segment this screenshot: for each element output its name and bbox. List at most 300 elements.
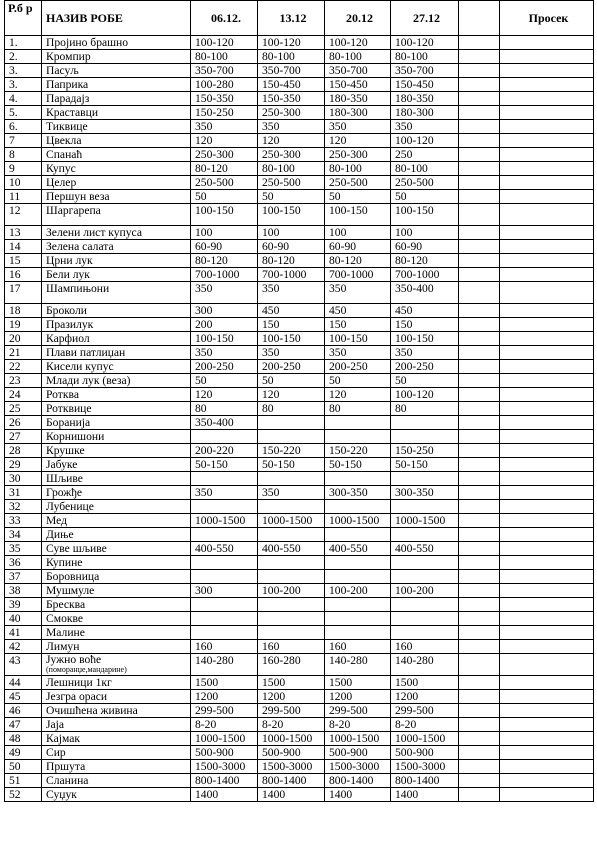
average-cell	[500, 106, 594, 120]
empty-cell	[459, 612, 500, 626]
empty-cell	[459, 402, 500, 416]
price-cell	[391, 570, 459, 584]
product-name: Паприка	[42, 78, 191, 92]
price-cell: 100-150	[258, 332, 325, 346]
product-name: Шаргарепа	[42, 204, 191, 226]
product-name: Лимун	[42, 640, 191, 654]
product-name: Шљиве	[42, 472, 191, 486]
price-cell: 120	[191, 388, 258, 402]
price-cell: 180-300	[325, 106, 391, 120]
average-cell	[500, 570, 594, 584]
empty-cell	[459, 318, 500, 332]
empty-cell	[459, 416, 500, 430]
price-cell: 50	[325, 374, 391, 388]
row-number: 17	[5, 282, 42, 304]
average-cell	[500, 704, 594, 718]
product-name: Ротква	[42, 388, 191, 402]
price-cell: 80-100	[191, 50, 258, 64]
row-number: 42	[5, 640, 42, 654]
price-cell: 80-100	[258, 50, 325, 64]
row-number: 22	[5, 360, 42, 374]
price-cell	[191, 612, 258, 626]
row-number: 12	[5, 204, 42, 226]
product-name: Шампињони	[42, 282, 191, 304]
price-cell: 100	[258, 226, 325, 240]
price-cell: 80-120	[391, 254, 459, 268]
price-cell	[391, 416, 459, 430]
row-number: 19	[5, 318, 42, 332]
average-cell	[500, 444, 594, 458]
price-cell: 450	[325, 304, 391, 318]
table-row	[5, 472, 594, 486]
price-cell: 150	[391, 318, 459, 332]
price-cell: 700-1000	[391, 268, 459, 282]
empty-cell	[459, 162, 500, 176]
price-cell: 100	[191, 226, 258, 240]
average-cell	[500, 788, 594, 802]
average-cell	[500, 654, 594, 676]
table-row	[5, 640, 594, 654]
table-row	[5, 106, 594, 120]
table-row	[5, 92, 594, 106]
row-number: 10	[5, 176, 42, 190]
price-cell	[258, 626, 325, 640]
price-cell: 1400	[325, 788, 391, 802]
price-cell: 299-500	[191, 704, 258, 718]
price-cell: 250-500	[391, 176, 459, 190]
price-cell	[391, 626, 459, 640]
empty-cell	[459, 500, 500, 514]
price-cell: 100-200	[391, 584, 459, 598]
header-number: Р.б р	[5, 1, 42, 36]
table-row	[5, 254, 594, 268]
price-cell: 50	[258, 374, 325, 388]
product-name: Тиквице	[42, 120, 191, 134]
price-cell	[258, 528, 325, 542]
price-cell: 100-120	[325, 36, 391, 50]
table-row	[5, 676, 594, 690]
header-date-1: 06.12.	[191, 1, 258, 36]
table-row	[5, 514, 594, 528]
row-number: 4.	[5, 92, 42, 106]
price-cell: 50-150	[391, 458, 459, 472]
row-number: 20	[5, 332, 42, 346]
price-cell	[391, 430, 459, 444]
price-cell: 100	[325, 226, 391, 240]
header-average: Просек	[500, 1, 594, 36]
table-row	[5, 176, 594, 190]
product-name-note: (поморанџе,мандарине)	[46, 665, 127, 674]
price-cell: 1200	[391, 690, 459, 704]
price-cell: 80	[258, 402, 325, 416]
empty-cell	[459, 486, 500, 500]
price-cell	[391, 598, 459, 612]
product-name: Смокве	[42, 612, 191, 626]
table-row	[5, 204, 594, 226]
price-cell: 250-300	[325, 148, 391, 162]
price-cell: 120	[258, 388, 325, 402]
price-cell: 350-700	[391, 64, 459, 78]
price-cell: 299-500	[391, 704, 459, 718]
price-cell: 1200	[191, 690, 258, 704]
row-number: 44	[5, 676, 42, 690]
average-cell	[500, 676, 594, 690]
price-cell: 250-300	[258, 106, 325, 120]
price-cell: 1500-3000	[191, 760, 258, 774]
average-cell	[500, 282, 594, 304]
price-cell: 8-20	[325, 718, 391, 732]
row-number: 11	[5, 190, 42, 204]
price-cell: 200-250	[325, 360, 391, 374]
average-cell	[500, 732, 594, 746]
header-date-3: 20.12	[325, 1, 391, 36]
average-cell	[500, 92, 594, 106]
empty-cell	[459, 654, 500, 676]
empty-cell	[459, 640, 500, 654]
price-cell	[258, 416, 325, 430]
average-cell	[500, 760, 594, 774]
price-cell: 400-550	[325, 542, 391, 556]
price-cell: 80	[391, 402, 459, 416]
price-cell	[391, 472, 459, 486]
price-cell: 1400	[191, 788, 258, 802]
average-cell	[500, 374, 594, 388]
product-name: Очишћена живина	[42, 704, 191, 718]
row-number: 38	[5, 584, 42, 598]
average-cell	[500, 542, 594, 556]
price-cell	[258, 500, 325, 514]
price-cell: 250	[391, 148, 459, 162]
product-name: Празилук	[42, 318, 191, 332]
price-cell: 100-150	[325, 332, 391, 346]
average-cell	[500, 528, 594, 542]
price-cell: 500-900	[191, 746, 258, 760]
row-number: 14	[5, 240, 42, 254]
empty-cell	[459, 346, 500, 360]
price-cell	[325, 612, 391, 626]
price-cell: 150-350	[258, 92, 325, 106]
price-cell: 250-500	[258, 176, 325, 190]
product-name: Корнишони	[42, 430, 191, 444]
price-cell	[258, 430, 325, 444]
price-cell: 1000-1500	[391, 514, 459, 528]
row-number: 26	[5, 416, 42, 430]
product-name: Зелена салата	[42, 240, 191, 254]
price-cell	[191, 472, 258, 486]
row-number: 16	[5, 268, 42, 282]
row-number: 52	[5, 788, 42, 802]
product-name: Зелени лист купуса	[42, 226, 191, 240]
average-cell	[500, 64, 594, 78]
table-row	[5, 430, 594, 444]
price-cell: 100-150	[391, 204, 459, 226]
price-cell: 250-300	[191, 148, 258, 162]
table-row	[5, 690, 594, 704]
product-name: Кромпир	[42, 50, 191, 64]
empty-cell	[459, 204, 500, 226]
product-name: Купус	[42, 162, 191, 176]
row-number: 33	[5, 514, 42, 528]
price-cell	[258, 556, 325, 570]
empty-cell	[459, 704, 500, 718]
empty-cell	[459, 788, 500, 802]
table-row	[5, 718, 594, 732]
price-cell: 400-550	[258, 542, 325, 556]
table-row	[5, 36, 594, 50]
table-row	[5, 584, 594, 598]
price-cell: 250-300	[258, 148, 325, 162]
table-row	[5, 528, 594, 542]
row-number: 15	[5, 254, 42, 268]
price-cell: 80-100	[391, 50, 459, 64]
price-cell: 140-280	[391, 654, 459, 676]
price-cell: 50	[325, 190, 391, 204]
product-name	[42, 654, 191, 676]
average-cell	[500, 134, 594, 148]
price-cell: 500-900	[391, 746, 459, 760]
average-cell	[500, 120, 594, 134]
price-cell: 1500	[325, 676, 391, 690]
row-number: 9	[5, 162, 42, 176]
price-cell	[191, 430, 258, 444]
price-cell: 350-400	[391, 282, 459, 304]
average-cell	[500, 148, 594, 162]
product-name: Језгра ораси	[42, 690, 191, 704]
empty-cell	[459, 268, 500, 282]
price-cell: 350	[191, 346, 258, 360]
row-number: 39	[5, 598, 42, 612]
row-number: 46	[5, 704, 42, 718]
price-cell: 60-90	[191, 240, 258, 254]
row-number: 37	[5, 570, 42, 584]
table-row	[5, 788, 594, 802]
empty-cell	[459, 176, 500, 190]
empty-cell	[459, 360, 500, 374]
product-name: Грожђе	[42, 486, 191, 500]
row-number: 6.	[5, 120, 42, 134]
price-cell: 400-550	[391, 542, 459, 556]
row-number: 13	[5, 226, 42, 240]
table-row	[5, 346, 594, 360]
price-cell: 100-200	[258, 584, 325, 598]
average-cell	[500, 204, 594, 226]
row-number: 31	[5, 486, 42, 500]
empty-cell	[459, 388, 500, 402]
price-cell: 50	[391, 190, 459, 204]
row-number: 47	[5, 718, 42, 732]
product-name: Пасуљ	[42, 64, 191, 78]
average-cell	[500, 500, 594, 514]
price-cell: 160	[391, 640, 459, 654]
price-cell: 350	[191, 282, 258, 304]
header-row	[5, 1, 594, 36]
empty-cell	[459, 190, 500, 204]
average-cell	[500, 612, 594, 626]
price-cell: 150-350	[191, 92, 258, 106]
price-cell: 350	[325, 346, 391, 360]
average-cell	[500, 162, 594, 176]
product-name: Спанаћ	[42, 148, 191, 162]
price-cell: 200-220	[191, 444, 258, 458]
price-cell: 160	[325, 640, 391, 654]
price-cell: 50	[391, 374, 459, 388]
product-name: Карфиол	[42, 332, 191, 346]
empty-cell	[459, 458, 500, 472]
average-cell	[500, 176, 594, 190]
price-cell: 50-150	[258, 458, 325, 472]
price-cell: 450	[391, 304, 459, 318]
price-cell: 300-350	[391, 486, 459, 500]
table-row	[5, 240, 594, 254]
price-cell: 700-1000	[191, 268, 258, 282]
table-row	[5, 486, 594, 500]
price-cell	[258, 472, 325, 486]
product-name: Млади лук (веза)	[42, 374, 191, 388]
price-cell: 1500	[391, 676, 459, 690]
row-number: 34	[5, 528, 42, 542]
average-cell	[500, 78, 594, 92]
price-cell: 350	[325, 282, 391, 304]
average-cell	[500, 514, 594, 528]
row-number: 7	[5, 134, 42, 148]
price-cell: 1400	[258, 788, 325, 802]
price-cell: 150-450	[258, 78, 325, 92]
table-row	[5, 226, 594, 240]
row-number: 28	[5, 444, 42, 458]
price-cell	[325, 500, 391, 514]
product-name: Јабуке	[42, 458, 191, 472]
row-number: 8	[5, 148, 42, 162]
empty-cell	[459, 584, 500, 598]
table-row	[5, 374, 594, 388]
table-row	[5, 388, 594, 402]
table-row	[5, 654, 594, 676]
price-cell: 120	[258, 134, 325, 148]
empty-cell	[459, 472, 500, 486]
product-name: Диње	[42, 528, 191, 542]
price-cell: 8-20	[391, 718, 459, 732]
price-cell: 350	[258, 486, 325, 500]
average-cell	[500, 416, 594, 430]
price-cell: 160-280	[258, 654, 325, 676]
average-cell	[500, 598, 594, 612]
price-table	[4, 0, 594, 802]
price-cell	[325, 626, 391, 640]
empty-cell	[459, 732, 500, 746]
price-cell: 200	[191, 318, 258, 332]
price-cell: 1000-1500	[325, 514, 391, 528]
price-cell: 50	[191, 190, 258, 204]
price-cell: 120	[325, 134, 391, 148]
price-cell: 80-100	[391, 162, 459, 176]
average-cell	[500, 50, 594, 64]
price-cell: 1000-1500	[325, 732, 391, 746]
product-name: Краставци	[42, 106, 191, 120]
price-cell: 100	[391, 226, 459, 240]
price-cell: 50-150	[191, 458, 258, 472]
row-number: 5.	[5, 106, 42, 120]
empty-cell	[459, 718, 500, 732]
row-number: 51	[5, 774, 42, 788]
empty-cell	[459, 626, 500, 640]
price-cell: 350-400	[191, 416, 258, 430]
price-cell	[325, 570, 391, 584]
price-cell: 100-150	[391, 332, 459, 346]
empty-cell	[459, 148, 500, 162]
product-name: Боровница	[42, 570, 191, 584]
row-number: 48	[5, 732, 42, 746]
average-cell	[500, 690, 594, 704]
average-cell	[500, 774, 594, 788]
empty-cell	[459, 36, 500, 50]
row-number: 18	[5, 304, 42, 318]
price-cell	[191, 528, 258, 542]
row-number: 50	[5, 760, 42, 774]
price-cell: 1000-1500	[258, 514, 325, 528]
product-name: Целер	[42, 176, 191, 190]
price-cell: 1200	[325, 690, 391, 704]
row-number: 41	[5, 626, 42, 640]
price-cell	[191, 626, 258, 640]
price-cell	[391, 500, 459, 514]
table-row	[5, 416, 594, 430]
table-row	[5, 360, 594, 374]
table-row	[5, 774, 594, 788]
empty-cell	[459, 92, 500, 106]
table-row	[5, 760, 594, 774]
price-cell: 100-150	[258, 204, 325, 226]
table-row	[5, 318, 594, 332]
average-cell	[500, 402, 594, 416]
average-cell	[500, 332, 594, 346]
header-date-4: 27.12	[391, 1, 459, 36]
average-cell	[500, 304, 594, 318]
product-name: Лешници 1кг	[42, 676, 191, 690]
price-cell: 100-150	[325, 204, 391, 226]
product-name: Першун веза	[42, 190, 191, 204]
row-number: 3.	[5, 78, 42, 92]
price-cell	[325, 472, 391, 486]
average-cell	[500, 458, 594, 472]
table-row	[5, 190, 594, 204]
row-number: 24	[5, 388, 42, 402]
price-cell: 100-280	[191, 78, 258, 92]
average-cell	[500, 36, 594, 50]
empty-cell	[459, 78, 500, 92]
table-row	[5, 458, 594, 472]
price-cell: 100-120	[258, 36, 325, 50]
product-name: Боранија	[42, 416, 191, 430]
empty-cell	[459, 598, 500, 612]
product-name: Пројино брашно	[42, 36, 191, 50]
product-name: Купине	[42, 556, 191, 570]
price-cell	[191, 598, 258, 612]
header-empty	[459, 1, 500, 36]
price-cell: 100-120	[391, 134, 459, 148]
price-cell	[391, 612, 459, 626]
product-name: Ротквице	[42, 402, 191, 416]
price-cell: 500-900	[258, 746, 325, 760]
empty-cell	[459, 444, 500, 458]
price-cell: 1500-3000	[391, 760, 459, 774]
product-name: Бресква	[42, 598, 191, 612]
price-cell: 450	[258, 304, 325, 318]
empty-cell	[459, 430, 500, 444]
table-row	[5, 500, 594, 514]
product-name: Лубенице	[42, 500, 191, 514]
table-row	[5, 268, 594, 282]
price-cell	[325, 556, 391, 570]
